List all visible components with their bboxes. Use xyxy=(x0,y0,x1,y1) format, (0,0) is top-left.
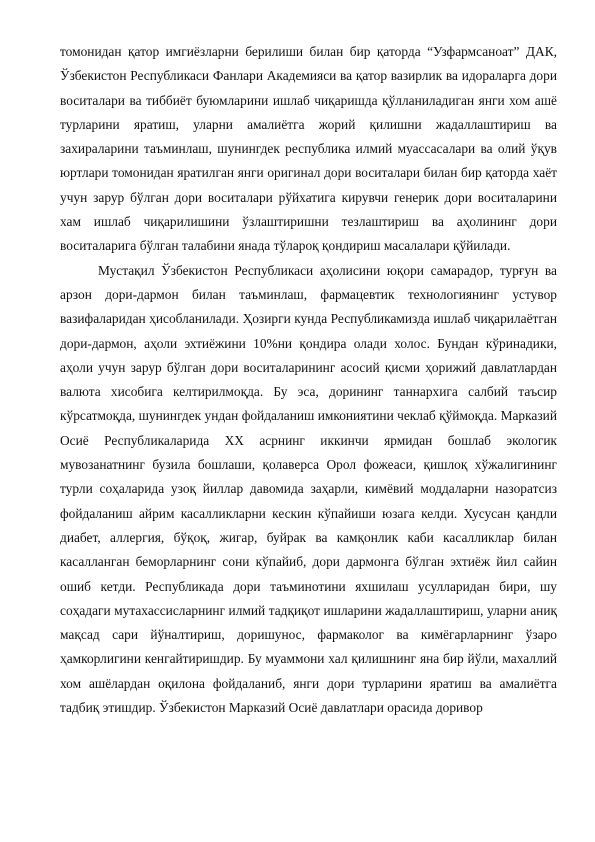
paragraph-2: Мустақил Ўзбекистон Республикаси аҳолисини юқори самарадор, турғун ва арзон дори-дармон билан таъминлаш, фармацевтик технологиянинг устувор вазифаларидан ҳисобланилади. Ҳозирги кунда Республикамизда ишлаб чиқарилаётган дори-дармон, аҳоли эхтиёжини 10%ни қондира олади холос. Бундан кўринадики, аҳоли учун зарур бўлган дори воситаларининг асосий қисми ҳорижий давлатлардан валюта хисобига келтирилмоқда. Бу эса, дорининг таннархига салбий таъсир кўрсатмоқда, шунингдек ундан фойдаланиш имкониятини чеклаб қўймоқда. Марказий Осиё Республикаларида XX асрнинг иккинчи ярмидан бошлаб экологик мувозанатнинг бузила бошлаши, қолаверса Орол фожеаси, қишлоқ хўжалигининг турли соҳаларида узоқ йиллар давомида заҳарли, кимёвий моддаларни назоратсиз фойдаланиш айрим касалликларни кескин кўпайиши юзага келди. Хусусан қандли диабет, аллергия, бўқоқ, жигар, буйрак ва камқонлик каби касалликлар билан касалланган беморларнинг сони кўпайиб, дори дармонга бўлган эхтиёж йил сайин ошиб кетди. Республикада дори таъминотини яхшилаш усулларидан бири, шу соҳадаги мутахассисларнинг илмий тадқиқот ишларини жадаллаштириш, уларни аниқ мақсад сари йўналтириш, доришунос, фармаколог ва кимёгарларнинг ўзаро ҳамкорлигини кенгайтиришдир. Бу муаммони хал қилишнинг яна бир йўли, махаллий хом ашёлардан оқилона фойдаланиб, янги дори турларини яратиш ва амалиётга тадбиқ этишдир. Ўзбекистон Марказий Осиё давлатлари орасида доривор xyxy=(60,262,557,716)
document-page xyxy=(60,40,557,720)
paragraph-1: томонидан қатор имгиёзларни берилиши билан бир қаторда “Узфармсаноат” ДАК, Ўзбекистон Республикаси Фанлари Академияси ва қатор вазирлик ва идораларга дори воситалари ва тиббиёт буюмларини ишлаб чиқаришда қўлланиладиган янги хом ашё турларини яратиш, уларни амалиётга жорий қилишни жадаллаштириш ва захираларини таъминлаш, шунингдек республика илмий муассасалари ва олий ўқув юртлари томонидан яратилган янги оригинал дори воситалари билан бир қаторда хаёт учун зарур бўлган дори воситалари рўйхатига кирувчи генерик дори воситаларини хам ишлаб чиқарилишини ўзлаштиришни тезлаштириш ва аҳолининг дори воситаларига бўлган талабини янада тўлароқ қондириш масалалари қўйилади. xyxy=(60,44,557,254)
